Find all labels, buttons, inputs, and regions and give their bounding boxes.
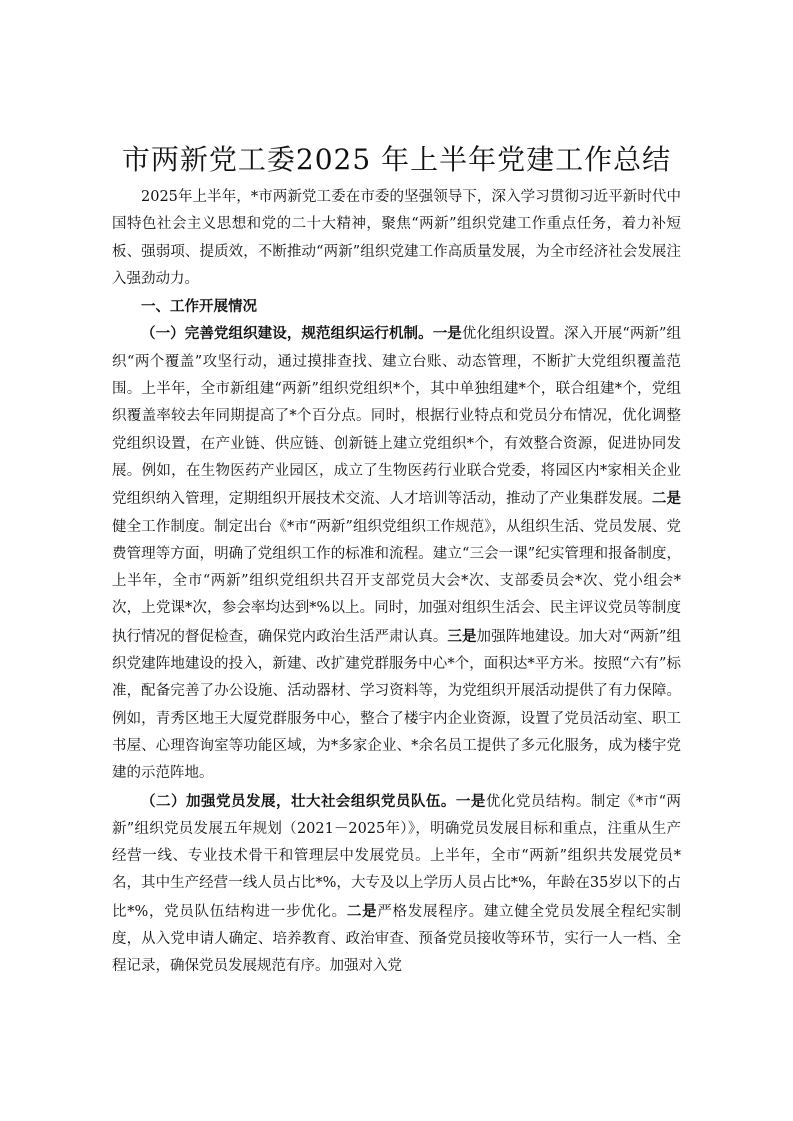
point-text: 严格发展程序。建立健全党员发展全程纪实制度，从入党申请人确定、培养教育、政治审查、预备党员接收等环节，实行一人一档、全程记录，确保党员发展规范有序。加强对入党 <box>112 903 682 975</box>
paragraph-lead: （二）加强党员发展，壮大社会组织党员队伍。 <box>141 792 456 810</box>
point-text: 健全工作制度。制定出台《*市“两新”组织党组织工作规范》，从组织生活、党员发展、党费管理等方面，明确了党组织工作的标准和流程。建立“三会一课”纪实管理和报备制度，上半年，全市“两新”组织党组织共召开支部党员大会*次、支部委员会*次、党小组会*次，上党课*次，参会率均达到*%以上。同时，加强对组织生活会、民主评议党员等制度执行情况的督促检查，确保党内政治生活严肃认真。 <box>112 518 681 645</box>
point-text: 优化组织设置。深入开展“两新”组织“两个覆盖”攻坚行动，通过摸排查找、建立台账、动态管理，不断扩大党组织覆盖范围。上半年，全市新组建“两新”组织党组织*个，其中单独组建*个，联合组建*个，党组织覆盖率较去年同期提高了*个百分点。同时，根据行业特点和党员分布情况，优化调整党组织设置，在产业链、供应链、创新链上建立党组织*个，有效整合资源，促进协同发展。例如，在生物医药产业园区，成立了生物医药行业联合党委，将园区内*家相关企业党组织纳入管理，定期组织开展技术交流、人才培训等活动，推动了产业集群发展。 <box>112 326 682 508</box>
point-marker: 三是 <box>447 627 477 645</box>
intro-paragraph: 2025年上半年，*市两新党工委在市委的坚强领导下，深入学习贯彻习近平新时代中国特色社会主义思想和党的二十大精神，聚焦“两新”组织党建工作重点任务，着力补短板、强弱项、提质效，不断推动“两新”组织党建工作高质量发展，为全市经济社会发展注入强劲动力。 <box>112 189 681 287</box>
point-text: 优化党员结构。制定《*市“两新”组织党员发展五年规划（2021－2025年）》，明确党员发展目标和重点，注重从生产经营一线、专业技术骨干和管理层中发展党员。上半年，全市“两新”组织共发展党员*名，其中生产经营一线人员占比*%，大专及以上学历人员占比*%，年龄在35岁以下的占比*%，党员队伍结构进一步优化。 <box>112 793 682 920</box>
point-marker: 一是 <box>432 325 462 343</box>
paragraph-lead: （一）完善党组织建设，规范组织运行机制。 <box>141 325 433 343</box>
point-marker: 二是 <box>346 902 378 920</box>
paragraph-organization <box>112 320 681 787</box>
point-marker: 二是 <box>651 490 681 508</box>
point-marker: 一是 <box>455 792 486 810</box>
section-heading: 一、工作开展情况 <box>141 298 257 316</box>
point-text: 加强阵地建设。加大对“两新”组织党建阵地建设的投入，新建、改扩建党群服务中心*个，面积达*平方米。按照“六有”标准，配备完善了办公设施、活动器材、学习资料等，为党组织开展活动提供了有力保障。例如，青秀区地王大厦党群服务中心，整合了楼宇内企业资源，设置了党员活动室、职工书屋、心理咨询室等功能区域，为*多家企业、*余名员工提供了多元化服务，成为楼宇党建的示范阵地。 <box>112 628 682 782</box>
paragraph-members <box>112 788 681 981</box>
document-title: 市两新党工委2025 年上半年党建工作总结 <box>121 143 672 176</box>
